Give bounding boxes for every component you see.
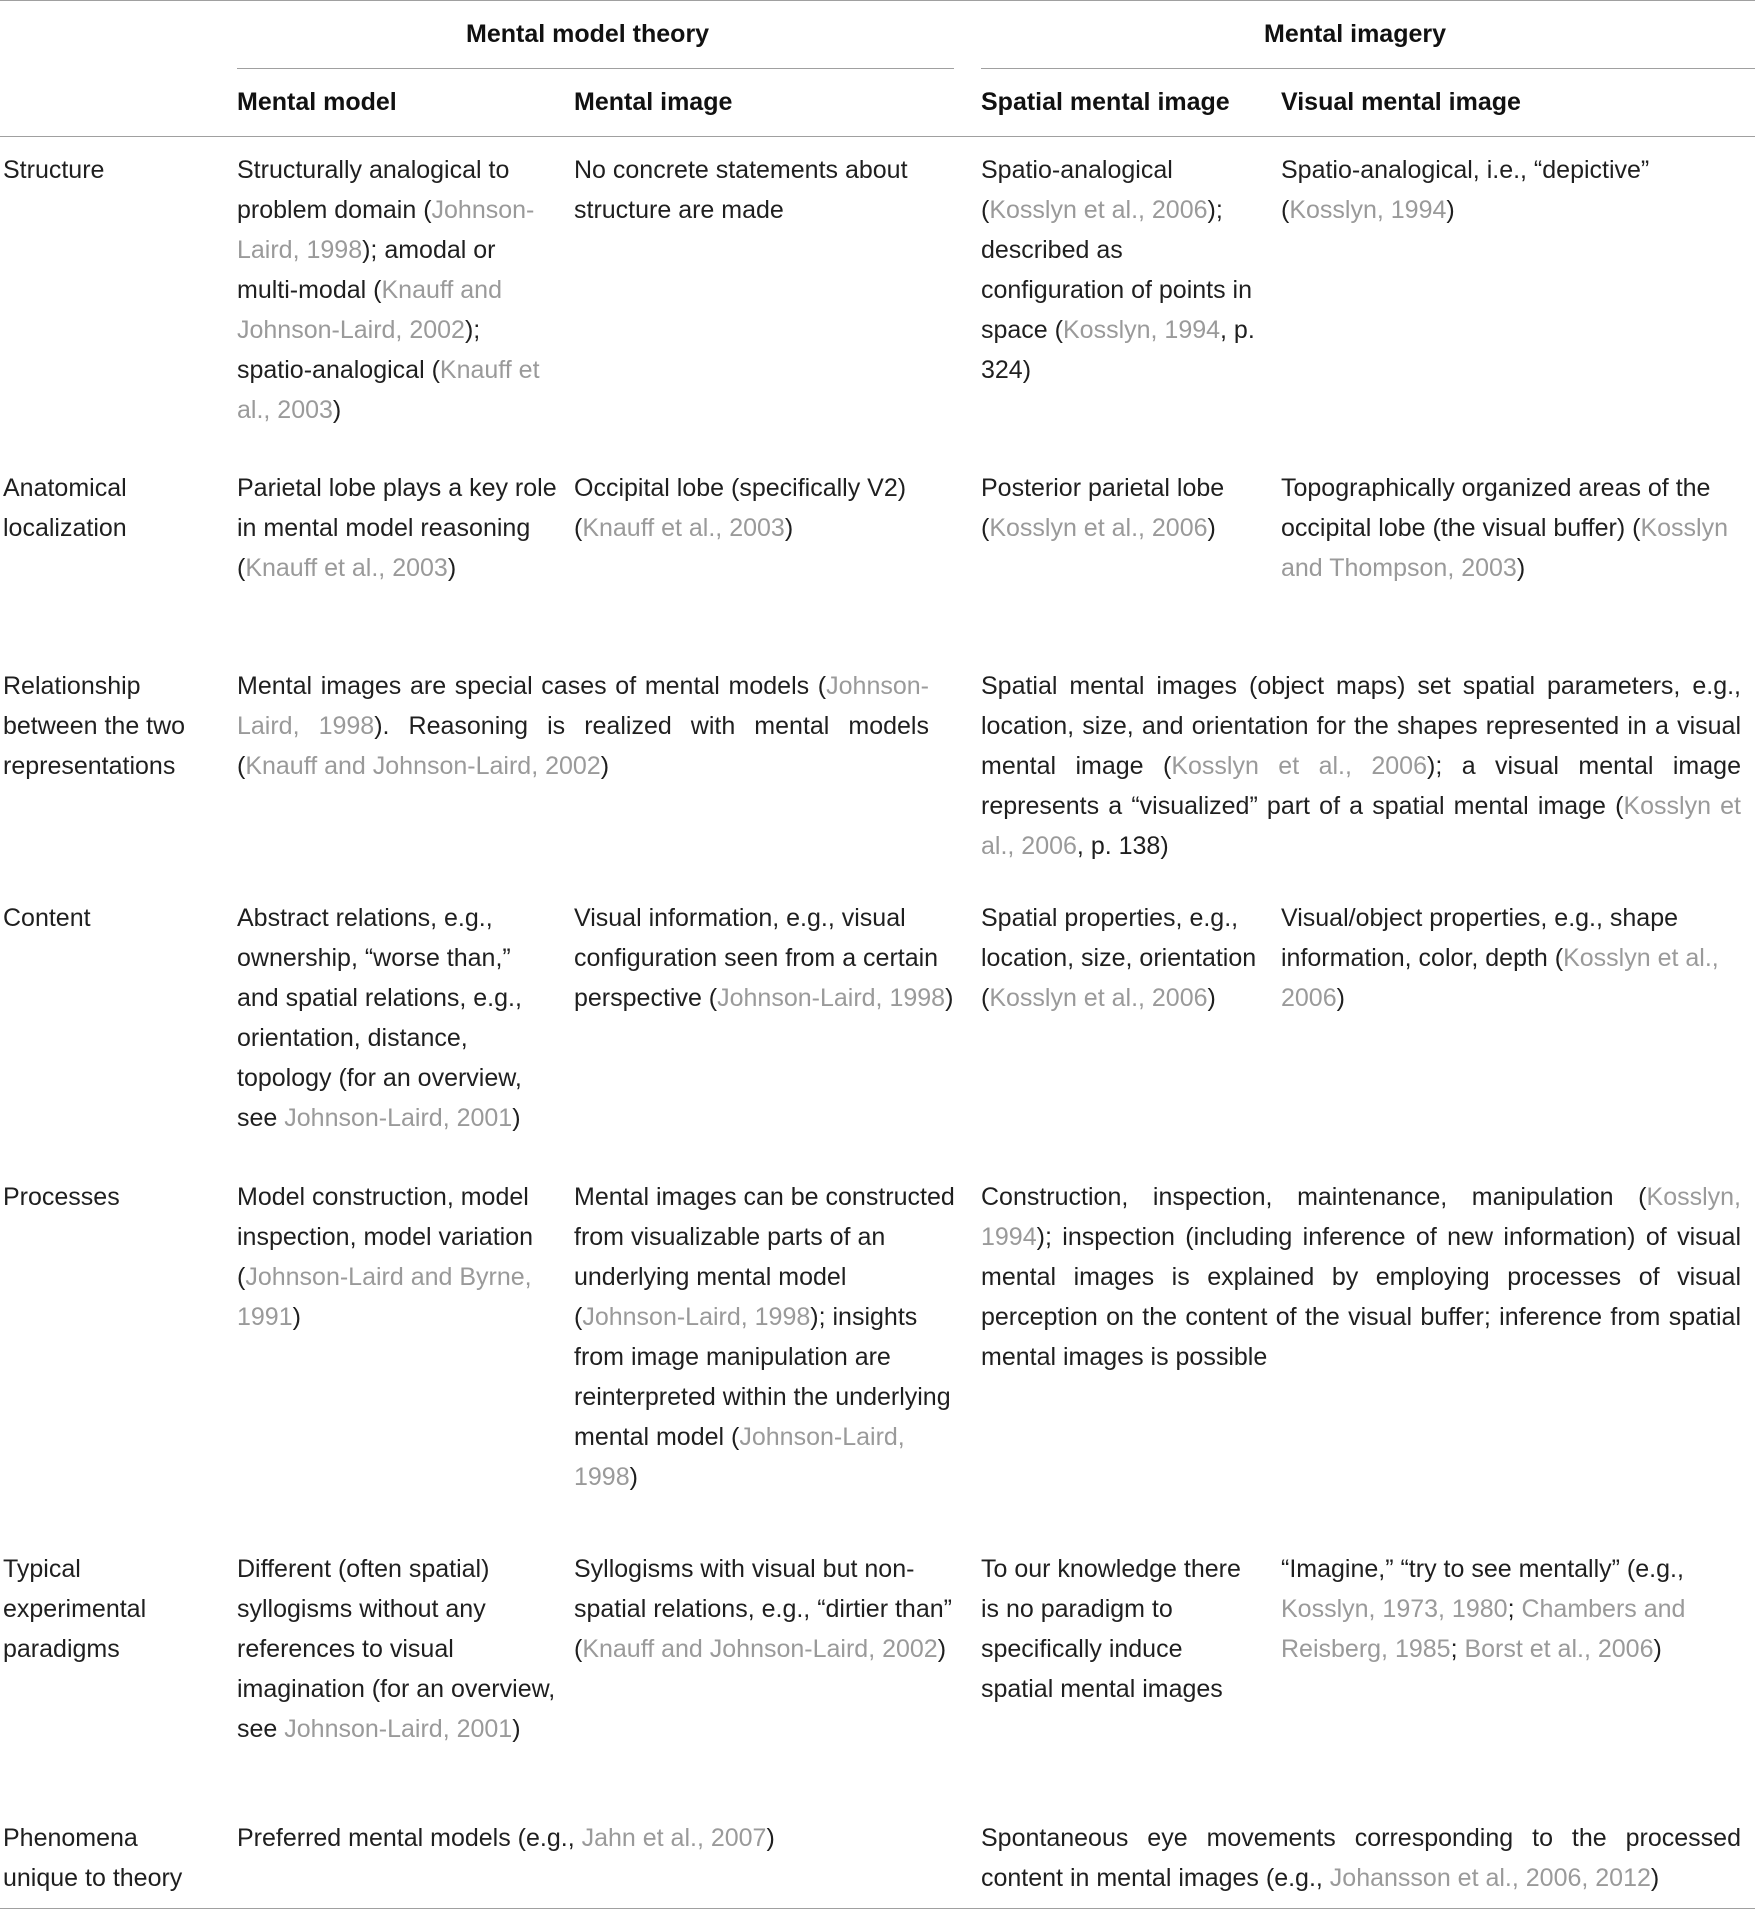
cell-text: ) xyxy=(1446,196,1455,224)
cell-text: ) xyxy=(512,1715,521,1743)
citation-link[interactable]: Kosslyn, 1994 xyxy=(981,1183,1741,1251)
table-cell xyxy=(237,898,557,1138)
row-label: Structure xyxy=(3,156,105,184)
citation-link[interactable]: Kosslyn et al., 2006 xyxy=(1171,752,1427,780)
citation-link[interactable]: Knauff et al., 2003 xyxy=(245,554,448,582)
citation-link[interactable]: Johnson-Laird, 1998 xyxy=(237,196,535,264)
cell-text: ) xyxy=(600,752,610,780)
column-header-mental-model: Mental model xyxy=(237,88,397,116)
cell-text: No concrete statements about structure are made xyxy=(574,156,908,224)
row-label: Typical experimental paradigms xyxy=(3,1555,147,1663)
bottom-rule xyxy=(0,1908,1755,1909)
cell-text: ; xyxy=(1507,1595,1522,1623)
citation-link[interactable]: Johnson-Laird, 1998 xyxy=(582,1303,811,1331)
group-rule-mental-model-theory xyxy=(237,68,954,69)
table-cell xyxy=(981,1549,1261,1709)
cell-text: , p. 324) xyxy=(981,316,1255,384)
cell-text: Different (often spatial) syllogisms without any references to visual imagination (for an overview, see xyxy=(237,1555,556,1743)
table-cell xyxy=(237,150,557,430)
citation-link[interactable]: Knauff et al., 2003 xyxy=(237,356,540,424)
citation-link[interactable]: Kosslyn et al., 2006 xyxy=(989,514,1208,542)
citation-link[interactable]: Knauff et al., 2003 xyxy=(582,514,785,542)
cell-text: ) xyxy=(447,554,457,582)
table-cell xyxy=(237,1549,557,1749)
cell-text: ); inspection (including inference of new information) of visual mental images is explained by employing processes of visual perception on the content of the visual buffer; inference from spatial mental images is possible xyxy=(981,1223,1741,1371)
spanning-cell-right xyxy=(981,1177,1741,1377)
citation-link[interactable]: Johnson-Laird, 1998 xyxy=(237,672,929,740)
cell-text: ); spatio-analogical ( xyxy=(237,316,481,384)
citation-link[interactable]: Johnson-Laird, 1998 xyxy=(717,984,946,1012)
column-header-mental-image: Mental image xyxy=(574,88,733,116)
citation-link[interactable]: Kosslyn et al., 2006 xyxy=(981,792,1741,860)
cell-text: ) xyxy=(1336,984,1345,1012)
citation-link[interactable]: Kosslyn et al., 2006 xyxy=(989,196,1208,224)
row-label: Content xyxy=(3,904,91,932)
citation-link[interactable]: Knauff and Johnson-Laird, 2002 xyxy=(237,276,502,344)
table-cell xyxy=(981,898,1261,1018)
citation-link[interactable]: Johnson-Laird, 2001 xyxy=(284,1104,513,1132)
table-cell xyxy=(574,150,959,230)
citation-link[interactable]: Borst et al., 2006 xyxy=(1464,1635,1654,1663)
cell-text: Spatio-analogical ( xyxy=(981,156,1173,224)
cell-text: To our knowledge there is no paradigm to specifically induce spatial mental images xyxy=(981,1555,1241,1703)
cell-text: ). Reasoning is realized with mental models ( xyxy=(237,712,929,780)
cell-text: Topographically organized areas of the occipital lobe (the visual buffer) ( xyxy=(1281,474,1711,542)
group-header-mental-model-theory: Mental model theory xyxy=(466,20,710,48)
cell-text: Structurally analogical to problem domain ( xyxy=(237,156,510,224)
cell-text: Model construction, model inspection, model variation ( xyxy=(237,1183,533,1291)
cell-text: ) xyxy=(784,514,794,542)
cell-text: Spatial properties, e.g., location, size, orientation ( xyxy=(981,904,1257,1012)
citation-link[interactable]: Kosslyn, 1973, 1980 xyxy=(1281,1595,1508,1623)
cell-text: Syllogisms with visual but non-spatial relations, e.g., “dirtier than” ( xyxy=(574,1555,952,1663)
cell-text: Visual information, e.g., visual configuration seen from a certain perspective ( xyxy=(574,904,939,1012)
cell-text: Preferred mental models (e.g., xyxy=(237,1824,582,1852)
citation-link[interactable]: Kosslyn, 1994 xyxy=(1062,316,1221,344)
cell-text: ) xyxy=(937,1635,947,1663)
table-cell xyxy=(574,1177,959,1497)
citation-link[interactable]: Kosslyn, 1994 xyxy=(1289,196,1447,224)
table-cell xyxy=(574,468,959,548)
column-header-spatial-mental-image: Spatial mental image xyxy=(981,88,1230,116)
citation-link[interactable]: Johansson et al., 2006, 2012 xyxy=(1329,1864,1651,1892)
citation-link[interactable]: Johnson-Laird, 2001 xyxy=(284,1715,513,1743)
table-cell xyxy=(237,1177,557,1337)
row-label: Relationship between the two representations xyxy=(3,672,186,780)
row-label: Processes xyxy=(3,1183,120,1211)
cell-text: Posterior parietal lobe ( xyxy=(981,474,1225,542)
citation-link[interactable]: Kosslyn et al., 2006 xyxy=(989,984,1208,1012)
cell-text: Mental images are special cases of mental models ( xyxy=(237,672,827,700)
group-header-mental-imagery: Mental imagery xyxy=(1264,20,1447,48)
cell-text: ; xyxy=(1450,1635,1465,1663)
cell-text: , p. 138) xyxy=(1076,832,1169,860)
cell-text: ) xyxy=(512,1104,521,1132)
spanning-cell-left xyxy=(237,666,929,786)
column-header-visual-mental-image: Visual mental image xyxy=(1281,88,1521,116)
cell-text: ); insights from image manipulation are reinterpreted within the underlying mental model ( xyxy=(574,1303,951,1451)
cell-text: ) xyxy=(332,396,342,424)
cell-text: ) xyxy=(292,1303,301,1331)
cell-text: Abstract relations, e.g., ownership, “worse than,” and spatial relations, e.g., orientation, distance, topology (for an overview, see xyxy=(237,904,522,1132)
cell-text: ) xyxy=(629,1463,638,1491)
cell-text: Visual/object properties, e.g., shape information, color, depth ( xyxy=(1281,904,1679,972)
row-label: Anatomical localization xyxy=(3,474,127,542)
cell-text: Construction, inspection, maintenance, manipulation ( xyxy=(981,1183,1647,1211)
spanning-cell-left xyxy=(237,1818,929,1858)
table-cell xyxy=(1281,468,1753,588)
row-label: Phenomena unique to theory xyxy=(3,1824,183,1892)
cell-text: Mental images can be constructed from visualizable parts of an underlying mental model ( xyxy=(574,1183,955,1331)
cell-text: ) xyxy=(1650,1864,1660,1892)
table-cell xyxy=(237,468,557,588)
cell-text: Spatio-analogical, i.e., “depictive” ( xyxy=(1281,156,1650,224)
table-cell xyxy=(981,468,1261,548)
spanning-cell-right xyxy=(981,666,1741,866)
header-bottom-rule xyxy=(0,136,1755,137)
citation-link[interactable]: Kosslyn and Thompson, 2003 xyxy=(1281,514,1728,582)
cell-text: ) xyxy=(1207,514,1216,542)
cell-text: ) xyxy=(766,1824,775,1852)
cell-text: Spontaneous eye movements corresponding to the processed content in mental images (e.g., xyxy=(981,1824,1741,1892)
citation-link[interactable]: Jahn et al., 2007 xyxy=(581,1824,767,1852)
citation-link[interactable]: Johnson-Laird and Byrne, 1991 xyxy=(237,1263,532,1331)
table-cell xyxy=(981,150,1261,390)
table-cell xyxy=(1281,898,1753,1018)
group-rule-mental-imagery xyxy=(981,68,1755,69)
cell-text: ) xyxy=(945,984,954,1012)
cell-text: ); amodal or multi-modal ( xyxy=(237,236,496,304)
cell-text: ); described as configuration of points in space ( xyxy=(981,196,1253,344)
table-cell xyxy=(1281,1549,1753,1669)
table-cell xyxy=(1281,150,1753,230)
cell-text: ); a visual mental image represents a “visualized” part of a spatial mental image ( xyxy=(981,752,1741,820)
top-rule xyxy=(0,0,1755,1)
cell-text: Parietal lobe plays a key role in mental model reasoning ( xyxy=(237,474,557,582)
spanning-cell-right xyxy=(981,1818,1741,1898)
cell-text: Spatial mental images (object maps) set spatial parameters, e.g., location, size, and orientation for the shapes represented in a visual mental image ( xyxy=(981,672,1741,780)
cell-text: Occipital lobe (specifically V2) ( xyxy=(574,474,907,542)
table-cell xyxy=(574,898,959,1018)
cell-text: ) xyxy=(1653,1635,1662,1663)
citation-link[interactable]: Johnson-Laird, 1998 xyxy=(574,1423,905,1491)
table-cell xyxy=(574,1549,959,1669)
citation-link[interactable]: Knauff and Johnson-Laird, 2002 xyxy=(582,1635,938,1663)
cell-text: “Imagine,” “try to see mentally” (e.g., xyxy=(1281,1555,1684,1583)
cell-text: ) xyxy=(1207,984,1216,1012)
cell-text: ) xyxy=(1516,554,1526,582)
citation-link[interactable]: Knauff and Johnson-Laird, 2002 xyxy=(245,752,601,780)
citation-link[interactable]: Chambers and Reisberg, 1985 xyxy=(1281,1595,1686,1663)
citation-link[interactable]: Kosslyn et al., 2006 xyxy=(1281,944,1719,1012)
